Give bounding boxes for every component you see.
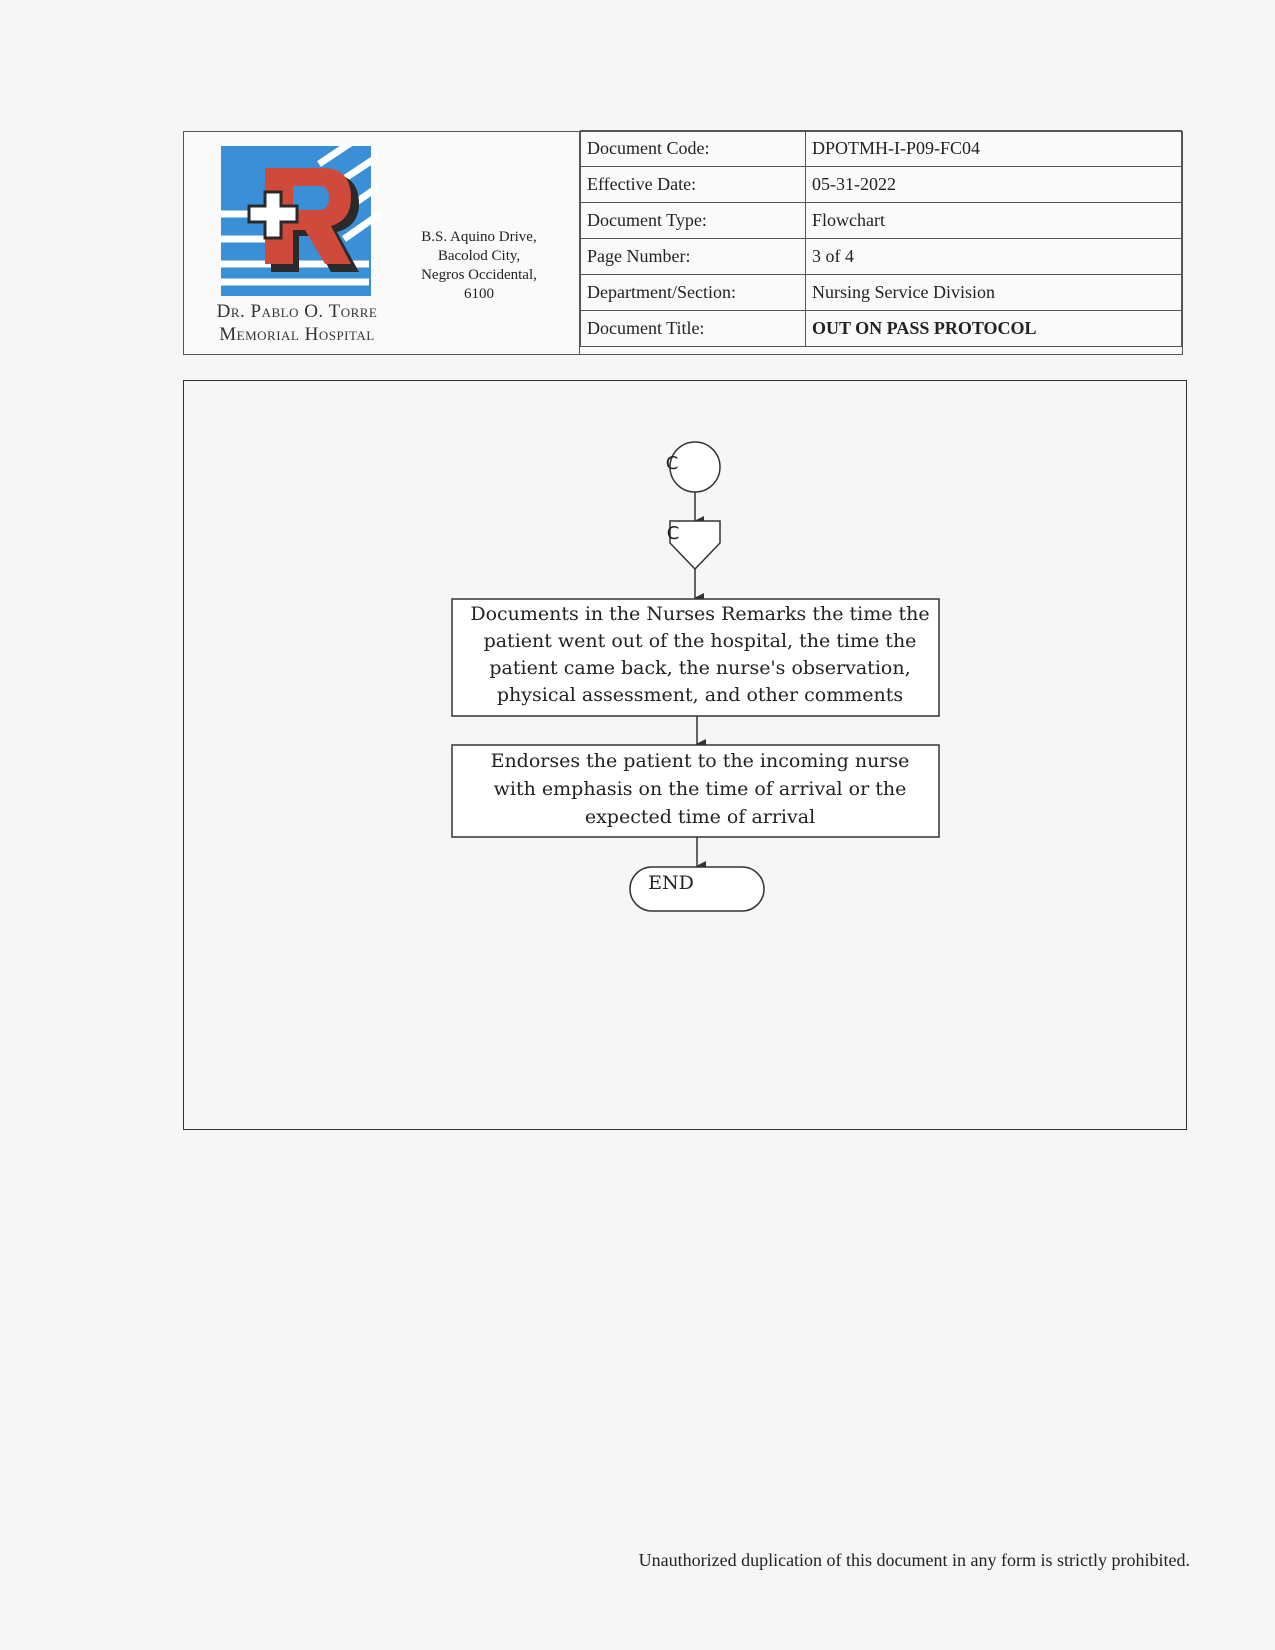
duplication-notice: Unauthorized duplication of this document in any form is strictly prohibited. — [638, 1550, 1190, 1570]
process-text-line: Documents in the Nurses Remarks the time the — [470, 603, 930, 625]
document-meta-table — [580, 130, 1182, 347]
meta-value: Nursing Service Division — [806, 275, 1182, 311]
address-line4: 6100 — [464, 286, 494, 302]
meta-value: DPOTMH-I-P09-FC04 — [806, 131, 1182, 167]
process-text-line: Endorses the patient to the incoming nurse — [490, 750, 910, 772]
address-line2: Bacolod City, — [437, 248, 521, 264]
on-page-connector-label: C — [665, 453, 679, 474]
meta-label: Document Title: — [581, 311, 806, 347]
meta-label: Document Code: — [581, 131, 806, 167]
process-text-endorse — [456, 747, 944, 831]
logo-cell — [184, 132, 580, 354]
meta-value: 05-31-2022 — [806, 167, 1182, 203]
hospital-name — [192, 300, 402, 346]
meta-row-page-number — [581, 239, 1182, 275]
document-header — [183, 131, 1183, 355]
off-page-connector-label: C — [666, 523, 680, 544]
hospital-address — [406, 228, 552, 304]
address-line3: Negros Occidental, — [421, 267, 537, 283]
meta-value: Flowchart — [806, 203, 1182, 239]
process-text-line: with emphasis on the time of arrival or the — [493, 778, 907, 800]
meta-label: Document Type: — [581, 203, 806, 239]
meta-value: 3 of 4 — [806, 239, 1182, 275]
meta-row-type — [581, 203, 1182, 239]
meta-row-title — [581, 311, 1182, 347]
process-text-document-remarks — [456, 601, 944, 709]
meta-label: Department/Section: — [581, 275, 806, 311]
process-text-line: expected time of arrival — [584, 806, 816, 828]
process-text-line: patient went out of the hospital, the time the — [483, 630, 917, 652]
meta-label: Page Number: — [581, 239, 806, 275]
process-text-line: physical assessment, and other comments — [496, 684, 904, 706]
hospital-name-line2: Memorial Hospital — [219, 324, 375, 345]
meta-row-department — [581, 275, 1182, 311]
meta-row-effective-date — [581, 167, 1182, 203]
terminator-end-label: END — [648, 872, 694, 894]
meta-row-code — [581, 131, 1182, 167]
meta-label: Effective Date: — [581, 167, 806, 203]
process-text-line: patient came back, the nurse's observation, — [489, 657, 911, 679]
hospital-name-line1: Dr. Pablo O. Torre — [216, 301, 378, 322]
address-line1: B.S. Aquino Drive, — [421, 229, 537, 245]
flowchart-frame — [183, 380, 1187, 1130]
hospital-logo — [219, 144, 379, 302]
meta-value: OUT ON PASS PROTOCOL — [806, 311, 1182, 347]
